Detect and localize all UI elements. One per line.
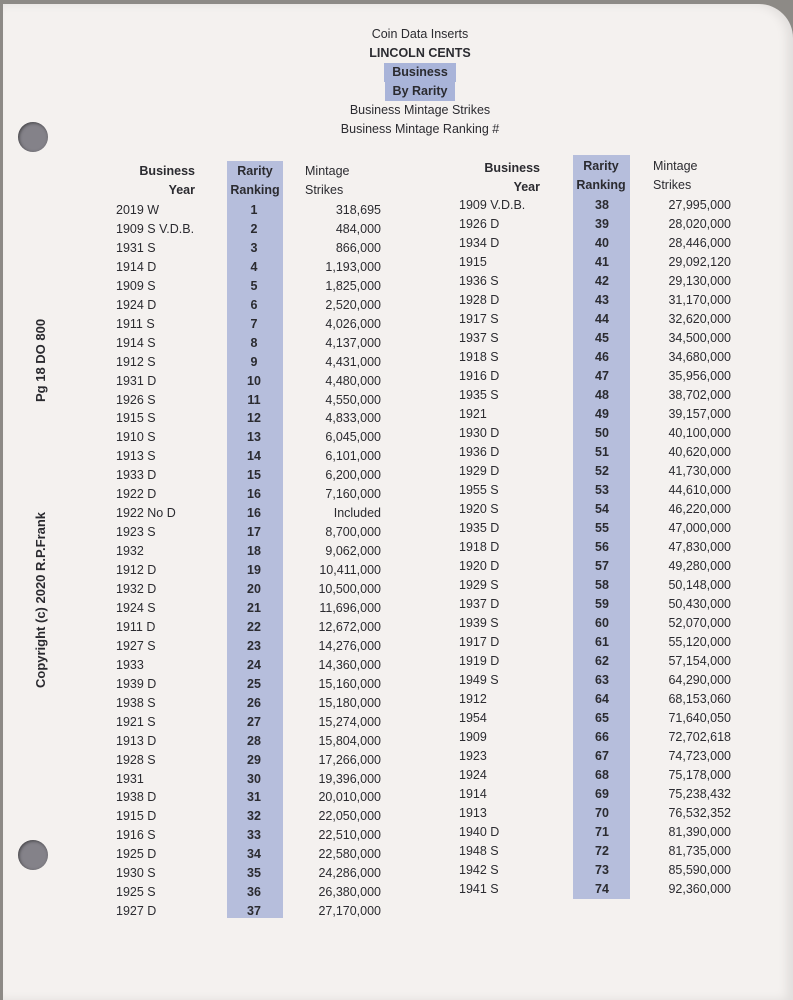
table-cell-year: 1929 S (459, 578, 499, 592)
table-cell-rank: 23 (247, 638, 261, 653)
table-cell-rank: 70 (595, 806, 609, 820)
table-cell-mint: 4,431,000 (325, 354, 381, 369)
table-cell-mint: 52,070,000 (668, 616, 731, 630)
binder-hole-bottom (18, 840, 48, 870)
mint-header-left: Mintage Strikes (305, 164, 350, 197)
table-cell-mint: 15,180,000 (318, 695, 381, 710)
table-cell-rank: 72 (595, 844, 609, 858)
table-cell-mint: 17,266,000 (318, 752, 381, 767)
table-cell-mint: 32,620,000 (668, 312, 731, 326)
rank-header-left: Rarity Ranking (230, 164, 280, 197)
table-cell-mint: 27,995,000 (668, 198, 731, 212)
table-cell-rank: 61 (595, 635, 609, 649)
table-cell-rank: 7 (250, 316, 258, 331)
table-cell-mint: 26,380,000 (318, 885, 381, 900)
table-cell-mint: 92,360,000 (668, 882, 731, 896)
table-cell-year: 1920 D (459, 559, 500, 573)
table-cell-year: 1928 D (459, 293, 500, 307)
table-cell-year: 1921 S (116, 714, 156, 729)
table-cell-year: 1927 S (116, 638, 156, 653)
table-cell-rank: 58 (595, 578, 609, 592)
table-cell-rank: 16 (247, 506, 261, 521)
table-cell-rank: 52 (595, 464, 609, 478)
table-cell-mint: 85,590,000 (668, 863, 731, 877)
table-cell-year: 1931 D (116, 373, 157, 388)
table-cell-rank: 18 (247, 544, 261, 559)
table-cell-rank: 27 (247, 714, 261, 729)
table-cell-rank: 53 (595, 483, 609, 497)
table-cell-year: 1935 D (459, 521, 500, 535)
table-cell-mint: 27,170,000 (318, 904, 381, 919)
table-cell-year: 1914 S (116, 335, 156, 350)
table-cell-rank: 59 (595, 597, 609, 611)
copyright-label: Copyright (c) 2020 R.P.Frank (33, 511, 48, 688)
page-header (303, 25, 537, 139)
table-cell-year: 1941 S (459, 882, 499, 896)
table-cell-year: 1940 D (459, 825, 500, 839)
table-cell-rank: 60 (595, 616, 609, 630)
table-cell-rank: 33 (247, 828, 261, 843)
table-cell-year: 1916 S (116, 828, 156, 843)
table-cell-mint: 24,286,000 (318, 866, 381, 881)
table-cell-mint: 4,026,000 (325, 316, 381, 331)
table-cell-year: 1935 S (459, 388, 499, 402)
table-cell-mint: 4,833,000 (325, 411, 381, 426)
table-cell-mint: 50,148,000 (668, 578, 731, 592)
table-cell-rank: 26 (247, 695, 261, 710)
table-cell-rank: 38 (595, 198, 609, 212)
table-cell-rank: 57 (595, 559, 609, 573)
table-cell-mint: 75,178,000 (668, 768, 731, 782)
table-cell-mint: 75,238,432 (668, 787, 731, 801)
table-cell-year: 1924 S (116, 600, 156, 615)
table-cell-year: 1949 S (459, 673, 499, 687)
table-cell-rank: 29 (247, 752, 261, 767)
table-cell-mint: 22,510,000 (318, 828, 381, 843)
table-cell-mint: 22,580,000 (318, 847, 381, 862)
table-cell-rank: 71 (595, 825, 609, 839)
table-cell-year: 1909 S (116, 278, 156, 293)
table-cell-rank: 8 (250, 335, 258, 350)
table-cell-rank: 31 (247, 790, 261, 805)
table-cell-year: 1938 D (116, 790, 157, 805)
table-cell-rank: 41 (595, 255, 609, 269)
table-cell-mint: 57,154,000 (668, 654, 731, 668)
table-cell-rank: 43 (595, 293, 609, 307)
table-cell-year: 1909 (459, 730, 487, 744)
table-cell-mint: 55,120,000 (668, 635, 731, 649)
table-cell-year: 1914 D (116, 259, 157, 274)
table-cell-year: 1920 S (459, 502, 499, 516)
table-cell-year: 1936 S (459, 274, 499, 288)
table-cell-mint: 1,825,000 (325, 278, 381, 293)
table-cell-mint: 68,153,060 (668, 692, 731, 706)
table-cell-mint: 11,696,000 (319, 600, 381, 615)
table-cell-mint: 20,010,000 (318, 790, 381, 805)
table-cell-rank: 55 (595, 521, 609, 535)
year-header-right: Business Year (484, 161, 540, 194)
table-cell-mint: 7,160,000 (325, 487, 381, 502)
table-cell-rank: 30 (247, 771, 261, 786)
table-cell-rank: 69 (595, 787, 609, 801)
table-cell-year: 1936 D (459, 445, 500, 459)
table-cell-rank: 48 (595, 388, 609, 402)
table-cell-year: 1928 S (116, 752, 156, 767)
table-cell-mint: 44,610,000 (668, 483, 731, 497)
table-cell-year: 1915 (459, 255, 487, 269)
table-cell-mint: 34,500,000 (668, 331, 731, 345)
table-cell-year: 1927 D (116, 904, 157, 919)
table-cell-rank: 5 (250, 278, 258, 293)
table-cell-rank: 73 (595, 863, 609, 877)
table-cell-year: 1937 S (459, 331, 499, 345)
table-cell-rank: 1 (250, 203, 258, 217)
table-cell-rank: 66 (595, 730, 609, 744)
table-cell-rank: 51 (595, 445, 609, 459)
table-cell-rank: 28 (247, 733, 261, 748)
table-cell-mint: 47,000,000 (668, 521, 731, 535)
table-cell-year: 1910 S (116, 430, 156, 445)
table-cell-mint: 484,000 (335, 221, 381, 236)
table-cell-year: 1955 S (459, 483, 499, 497)
table-cell-rank: 4 (250, 259, 258, 274)
table-cell-mint: 34,680,000 (668, 350, 731, 364)
table-cell-rank: 45 (595, 331, 609, 345)
table-cell-year: 1931 (116, 771, 144, 786)
table-cell-rank: 39 (595, 217, 609, 231)
table-cell-mint: 2,520,000 (325, 297, 381, 312)
table-cell-year: 1913 D (116, 733, 157, 748)
table-cell-year: 1921 (459, 407, 487, 421)
header-business: Business (384, 63, 456, 82)
table-cell-year: 1922 D (116, 487, 157, 502)
table-cell-rank: 9 (250, 354, 258, 369)
table-cell-rank: 24 (247, 657, 261, 672)
table-cell-year: 1919 D (459, 654, 500, 668)
table-cell-rank: 49 (595, 407, 609, 421)
table-cell-year: 1913 S (116, 449, 156, 464)
table-cell-year: 1930 D (459, 426, 500, 440)
year-header-left: Business Year (139, 164, 195, 197)
table-cell-mint: 46,220,000 (668, 502, 731, 516)
insert-sheet (3, 4, 793, 1000)
table-cell-mint: 64,290,000 (668, 673, 731, 687)
table-cell-year: 1923 S (116, 525, 156, 540)
header-by-rarity: By Rarity (385, 82, 456, 101)
table-cell-mint: 40,620,000 (668, 445, 731, 459)
table-cell-rank: 46 (595, 350, 609, 364)
table-cell-year: 1954 (459, 711, 487, 725)
table-cell-rank: 67 (595, 749, 609, 763)
table-cell-rank: 32 (247, 809, 261, 824)
header-mintage-strikes: Business Mintage Strikes (349, 103, 491, 117)
table-cell-year: 1934 D (459, 236, 500, 250)
table-cell-mint: 81,390,000 (668, 825, 731, 839)
table-cell-mint: 14,360,000 (318, 657, 381, 672)
table-cell-mint: 19,396,000 (318, 771, 381, 786)
table-cell-mint: 40,100,000 (668, 426, 731, 440)
table-cell-year: 1924 (459, 768, 487, 782)
table-cell-year: 1917 S (459, 312, 499, 326)
table-cell-mint: Included (333, 506, 381, 521)
table-cell-rank: 16 (247, 487, 261, 502)
table-cell-year: 1926 S (116, 392, 156, 407)
table-cell-year: 1933 (116, 657, 144, 672)
table-cell-year: 1914 (459, 787, 487, 801)
page-label: Pg 18 DO 800 (33, 318, 48, 402)
table-cell-rank: 14 (247, 449, 261, 464)
table-cell-rank: 64 (595, 692, 609, 706)
table-cell-year: 1939 D (116, 676, 157, 691)
table-cell-year: 1938 S (116, 695, 156, 710)
table-cell-mint: 29,092,120 (668, 255, 731, 269)
table-cell-mint: 15,160,000 (318, 676, 381, 691)
table-cell-mint: 71,640,050 (668, 711, 731, 725)
table-cell-rank: 21 (247, 600, 261, 615)
table-cell-mint: 8,700,000 (325, 525, 381, 540)
table-cell-mint: 10,411,000 (319, 563, 381, 578)
table-cell-year: 1917 D (459, 635, 500, 649)
table-cell-year: 1932 (116, 544, 144, 559)
table-cell-mint: 15,274,000 (318, 714, 381, 729)
table-cell-mint: 72,702,618 (668, 730, 731, 744)
rank-header-right: Rarity Ranking (576, 159, 626, 192)
table-cell-rank: 12 (247, 411, 261, 426)
table-cell-year: 1915 D (116, 809, 157, 824)
table-cell-year: 1909 V.D.B. (459, 198, 526, 212)
table-cell-rank: 47 (595, 369, 609, 383)
table-cell-rank: 15 (247, 468, 261, 483)
table-cell-mint: 50,430,000 (668, 597, 731, 611)
table-cell-rank: 36 (247, 885, 261, 900)
table-cell-rank: 65 (595, 711, 609, 725)
table-cell-year: 1937 D (459, 597, 500, 611)
table-cell-rank: 68 (595, 768, 609, 782)
table-cell-rank: 56 (595, 540, 609, 554)
table-cell-rank: 44 (595, 312, 609, 326)
header-series: LINCOLN CENTS (369, 46, 471, 60)
table-cell-year: 1922 No D (116, 506, 176, 521)
table-cell-mint: 47,830,000 (668, 540, 731, 554)
table-cell-mint: 4,137,000 (325, 335, 381, 350)
table-cell-year: 1913 (459, 806, 487, 820)
table-cell-rank: 35 (247, 866, 261, 881)
table-cell-mint: 866,000 (335, 240, 381, 255)
table-cell-rank: 62 (595, 654, 609, 668)
table-cell-year: 1909 S V.D.B. (116, 221, 195, 236)
table-cell-rank: 2 (250, 221, 258, 236)
table-cell-year: 1918 S (459, 350, 499, 364)
table-cell-year: 1932 D (116, 582, 157, 596)
table-cell-rank: 63 (595, 673, 609, 687)
table-cell-rank: 17 (247, 525, 261, 540)
table-cell-year: 1912 S (116, 354, 156, 369)
table-cell-mint: 76,532,352 (668, 806, 731, 820)
table-cell-mint: 6,101,000 (325, 449, 381, 464)
table-cell-year: 1924 D (116, 297, 157, 312)
table-cell-year: 1923 (459, 749, 487, 763)
table-cell-mint: 318,695 (335, 203, 381, 217)
table-cell-mint: 29,130,000 (668, 274, 731, 288)
table-cell-rank: 20 (247, 582, 261, 596)
table-cell-mint: 4,480,000 (325, 373, 381, 388)
table-cell-mint: 15,804,000 (318, 733, 381, 748)
table-cell-mint: 4,550,000 (325, 392, 381, 407)
table-cell-mint: 81,735,000 (668, 844, 731, 858)
table-cell-mint: 39,157,000 (668, 407, 731, 421)
table-cell-mint: 38,702,000 (668, 388, 731, 402)
mint-header-right: Mintage Strikes (653, 159, 698, 192)
table-cell-mint: 6,045,000 (325, 430, 381, 445)
table-cell-rank: 3 (250, 240, 258, 255)
table-cell-year: 1930 S (116, 866, 156, 881)
table-cell-year: 1925 S (116, 885, 156, 900)
table-cell-year: 1926 D (459, 217, 500, 231)
table-cell-mint: 49,280,000 (668, 559, 731, 573)
table-cell-mint: 28,446,000 (668, 236, 731, 250)
binder-hole-top (18, 122, 48, 152)
table-cell-mint: 22,050,000 (318, 809, 381, 824)
table-cell-year: 1942 S (459, 863, 499, 877)
table-cell-year: 1929 D (459, 464, 500, 478)
table-cell-year: 1939 S (459, 616, 499, 630)
table-cell-year: 1911 D (116, 619, 156, 634)
table-cell-year: 1916 D (459, 369, 500, 383)
table-cell-rank: 50 (595, 426, 609, 440)
table-cell-rank: 13 (247, 430, 261, 445)
table-cell-year: 1948 S (459, 844, 499, 858)
table-cell-year: 1912 D (116, 563, 157, 578)
table-cell-mint: 1,193,000 (325, 259, 381, 274)
table-cell-mint: 28,020,000 (668, 217, 731, 231)
table-cell-year: 1933 D (116, 468, 157, 483)
table-cell-mint: 14,276,000 (318, 638, 381, 653)
table-cell-mint: 35,956,000 (668, 369, 731, 383)
table-cell-year: 1918 D (459, 540, 500, 554)
table-cell-year: 1912 (459, 692, 487, 706)
table-cell-mint: 10,500,000 (318, 582, 381, 596)
table-cell-year: 1911 S (116, 316, 155, 331)
header-title: Coin Data Inserts (371, 27, 469, 41)
table-cell-year: 2019 W (116, 203, 160, 217)
table-cell-mint: 12,672,000 (318, 619, 381, 634)
table-cell-rank: 74 (595, 882, 609, 896)
table-cell-mint: 74,723,000 (668, 749, 731, 763)
table-cell-rank: 54 (595, 502, 609, 516)
table-cell-rank: 37 (247, 904, 261, 919)
table-cell-mint: 41,730,000 (668, 464, 731, 478)
table-cell-rank: 42 (595, 274, 609, 288)
table-cell-year: 1915 S (116, 411, 156, 426)
table-cell-rank: 25 (247, 676, 261, 691)
table-cell-rank: 10 (247, 373, 261, 388)
table-cell-year: 1925 D (116, 847, 157, 862)
table-cell-rank: 34 (247, 847, 261, 862)
table-cell-rank: 40 (595, 236, 609, 250)
table-cell-mint: 9,062,000 (325, 544, 381, 559)
table-cell-mint: 6,200,000 (325, 468, 381, 483)
table-cell-mint: 31,170,000 (668, 293, 731, 307)
table-cell-rank: 19 (247, 563, 261, 578)
table-cell-rank: 6 (250, 297, 258, 312)
table-cell-rank: 11 (247, 392, 261, 407)
table-cell-year: 1931 S (116, 240, 156, 255)
table-cell-rank: 22 (247, 619, 261, 634)
header-ranking: Business Mintage Ranking # (340, 122, 500, 136)
